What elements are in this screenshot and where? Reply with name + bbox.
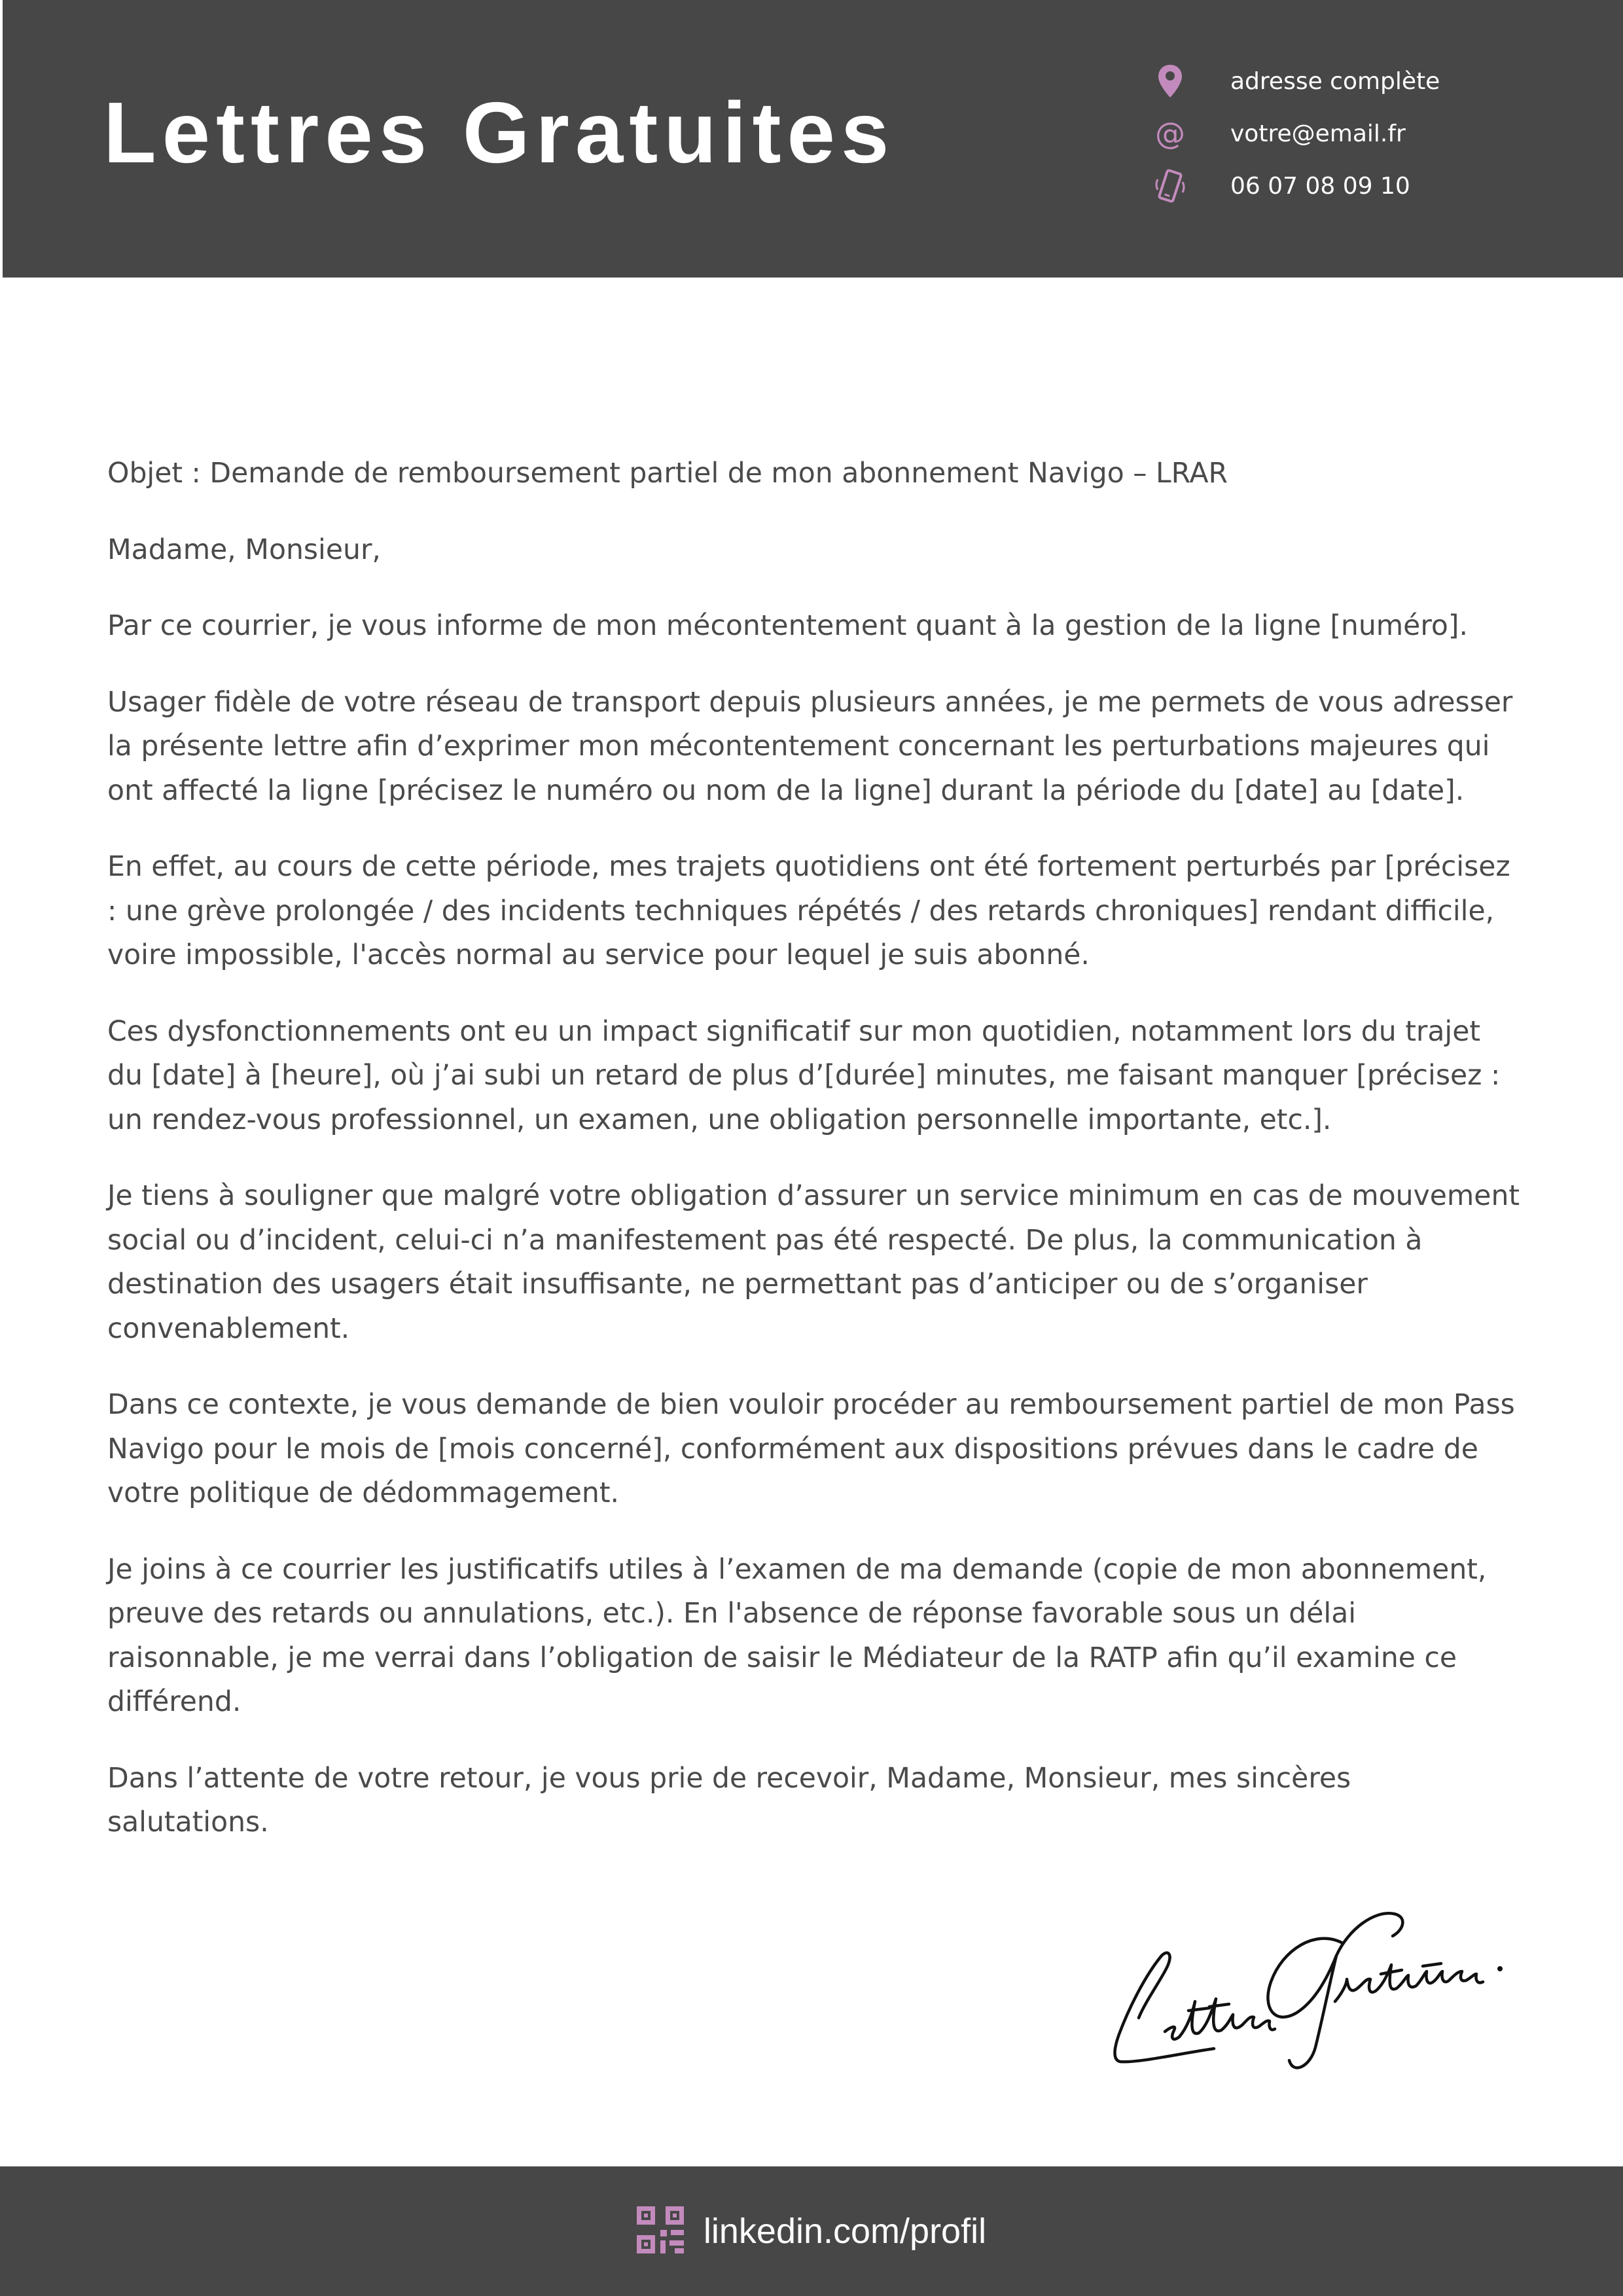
letter-paragraph: Usager fidèle de votre réseau de transport depuis plusieurs années, je me permets de vous adresser la présente lettre afin d’exprimer mon mécontentement concernant les perturbations majeures qui ont affecté la ligne [précisez le numéro ou nom de la ligne] durant la période du [date] au [date]. — [107, 686, 1513, 807]
at-icon: @ — [1155, 116, 1185, 151]
letter-paragraph: Je joins à ce courrier les justificatifs utiles à l’examen de ma demande (copie de mon abonnement, preuve des retards ou annulations, etc.). En l'absence de réponse favorable sous un délai raisonnable, je me verrai dans l’obligation de saisir le Médiateur de la RATP afin qu’il examine ce différend. — [107, 1553, 1487, 1718]
phone-icon — [1152, 168, 1188, 204]
handwritten-signature — [1099, 1903, 1518, 2080]
letter-closing: Dans l’attente de votre retour, je vous prie de recevoir, Madame, Monsieur, mes sincères salutations. — [107, 1762, 1351, 1839]
letter-paragraph: Je tiens à souligner que malgré votre obligation d’assurer un service minimum en cas de mouvement social ou d’incident, celui-ci n’a manifestement pas été respecté. De plus, la communication à destination des usagers était insuffisante, ne permettant pas d’anticiper ou de s’organiser convenablement. — [107, 1180, 1520, 1345]
contact-email: votre@email.fr — [1230, 120, 1406, 147]
contact-email-row — [1152, 107, 1610, 160]
header-banner — [0, 0, 1623, 278]
letter-body — [107, 452, 1521, 1877]
linkedin-link[interactable]: linkedin.com/profil — [703, 2212, 987, 2251]
contact-address-row — [1152, 55, 1610, 107]
letter-subject: Objet : Demande de remboursement partiel de mon abonnement Navigo – LRAR — [107, 457, 1228, 490]
letter-paragraph: Dans ce contexte, je vous demande de bien vouloir procéder au remboursement partiel de mon Pass Navigo pour le mois de [mois concerné], conformément aux dispositions prévues dans le cadre de votre politique de dédommagement. — [107, 1389, 1515, 1509]
footer-banner — [0, 2166, 1623, 2296]
contact-phone: 06 07 08 09 10 — [1230, 172, 1410, 200]
contact-phone-row — [1152, 160, 1610, 212]
letter-paragraph: Ces dysfonctionnements ont eu un impact significatif sur mon quotidien, notamment lors du trajet du [date] à [heure], où j’ai subi un retard de plus d’[durée] minutes, me faisant manquer [précisez : un rendez-vous professionnel, un examen, une obligation personnelle importante, etc.]. — [107, 1015, 1501, 1136]
header-edge — [0, 0, 3, 278]
contact-block — [1152, 55, 1610, 212]
brand-title: Lettres Gratuites — [103, 84, 895, 181]
qr-code-icon — [637, 2206, 684, 2256]
letter-paragraph: Par ce courrier, je vous informe de mon mécontentement quant à la gestion de la ligne [numéro]. — [107, 610, 1468, 642]
contact-address: adresse complète — [1230, 67, 1440, 95]
map-pin-icon — [1152, 63, 1188, 99]
letter-salutation: Madame, Monsieur, — [107, 533, 381, 566]
letter-paragraph: En effet, au cours de cette période, mes trajets quotidiens ont été fortement perturbés par [précisez : une grève prolongée / des incidents techniques répétés / des retards chroniques] rendant difficile, voire impossible, l'accès normal au service pour lequel je suis abonné. — [107, 851, 1510, 971]
